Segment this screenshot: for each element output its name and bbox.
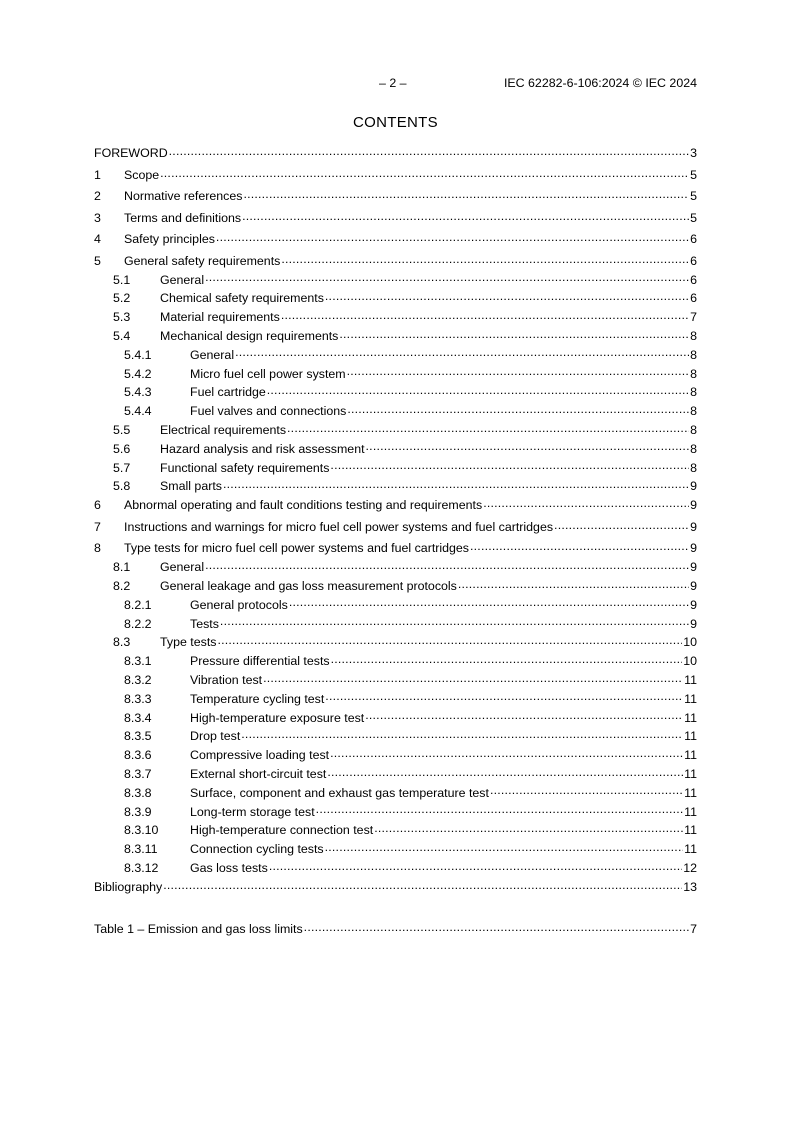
toc-entry-page: 9 xyxy=(690,519,697,534)
toc-entry-number: 8.3.3 xyxy=(124,691,152,706)
toc-entry-label: Long-term storage test xyxy=(190,804,315,819)
dot-leader xyxy=(267,384,689,396)
toc-entry-number: 5.6 xyxy=(113,441,131,456)
toc-entry-number: 8.3.1 xyxy=(124,654,152,669)
toc-entry-number: 8.3.5 xyxy=(124,729,152,744)
toc-entry-number: 8.3.7 xyxy=(124,767,152,782)
dot-leader xyxy=(374,822,683,834)
toc-entry-label: General xyxy=(190,347,235,362)
dot-leader xyxy=(325,290,689,302)
toc-entry-page: 8 xyxy=(690,460,697,475)
toc-entry-page: 13 xyxy=(683,880,697,894)
dot-leader xyxy=(316,803,683,815)
toc-entry-label: Connection cycling tests xyxy=(190,842,324,857)
toc-entry[interactable] xyxy=(94,540,697,558)
toc-entry-page: 5 xyxy=(690,210,697,225)
toc-entry-page: 8 xyxy=(690,423,697,438)
toc-entry[interactable] xyxy=(94,690,697,708)
toc-entry-number: 5.4.4 xyxy=(124,404,152,419)
toc-entry-page: 11 xyxy=(684,691,697,706)
toc-entry-number: 8.3.12 xyxy=(124,861,159,875)
dot-leader xyxy=(483,497,689,509)
toc-entry-number: 8.2.1 xyxy=(124,597,152,612)
toc-entry-label: Electrical requirements xyxy=(160,423,287,438)
toc-entry-page: 11 xyxy=(684,785,697,800)
toc-entry-page: 5 xyxy=(690,189,697,204)
dot-leader xyxy=(347,365,689,377)
toc-entry-label: FOREWORD xyxy=(94,146,168,161)
toc-entry[interactable] xyxy=(94,478,697,496)
toc-entry-page: 9 xyxy=(690,498,697,513)
toc-entry-number: 1 xyxy=(94,167,101,182)
toc-entry-page: 8 xyxy=(690,347,697,362)
toc-entry-number: 8.3.6 xyxy=(124,748,152,763)
dot-leader xyxy=(223,478,689,490)
toc-entry-number: 8.3.4 xyxy=(124,710,152,725)
toc-entry-page: 3 xyxy=(690,146,697,161)
dot-leader xyxy=(263,672,683,684)
dot-leader xyxy=(327,766,683,778)
toc-entry-label: Temperature cycling test xyxy=(190,691,325,706)
toc-entry-number: 5.4.2 xyxy=(124,366,152,381)
toc-entry-page: 8 xyxy=(690,404,697,419)
dot-leader xyxy=(458,578,689,590)
toc-entry-number: 5.4.3 xyxy=(124,385,152,400)
toc-entry-number: 5.3 xyxy=(113,310,131,325)
toc-entry-page: 11 xyxy=(684,842,697,857)
toc-entry-number: 5.8 xyxy=(113,479,131,494)
toc-entry-label: Scope xyxy=(124,167,160,182)
dot-leader xyxy=(216,231,689,243)
dot-leader xyxy=(330,459,689,471)
toc-entry-number: 5.2 xyxy=(113,291,131,306)
toc-entry[interactable] xyxy=(94,747,697,765)
list-of-tables-entry[interactable] xyxy=(94,921,697,939)
toc-entry-number: 3 xyxy=(94,210,101,225)
page-title: CONTENTS xyxy=(353,114,438,131)
dot-leader xyxy=(160,167,689,179)
toc-entry-number: 8.3.2 xyxy=(124,673,152,688)
toc-entry-page: 9 xyxy=(690,579,697,594)
dot-leader xyxy=(365,709,683,721)
toc-entry-label: General xyxy=(160,560,205,575)
toc-entry-page: 8 xyxy=(690,385,697,400)
toc-entry-label: Compressive loading test xyxy=(190,748,330,763)
toc-entry-label: Instructions and warnings for micro fuel cell power systems and fuel cartridges xyxy=(124,519,554,534)
toc-entry-label: Micro fuel cell power system xyxy=(190,366,346,381)
dot-leader xyxy=(330,747,683,759)
dot-leader xyxy=(205,271,689,283)
toc-entry[interactable] xyxy=(94,578,697,596)
table-entry-label: Table 1 – Emission and gas loss limits xyxy=(94,922,303,936)
toc-entry-page: 8 xyxy=(690,441,697,456)
toc-entry[interactable] xyxy=(94,822,697,840)
toc-entry-label: Normative references xyxy=(124,189,243,204)
toc-entry-label: Terms and definitions xyxy=(124,210,242,225)
toc-entry-number: 2 xyxy=(94,189,101,204)
dot-leader xyxy=(331,653,683,665)
toc-entry-page: 6 xyxy=(690,291,697,306)
toc-entry-label: Mechanical design requirements xyxy=(160,329,339,344)
dot-leader xyxy=(490,784,683,796)
toc-entry-page: 11 xyxy=(684,748,697,763)
toc-entry[interactable] xyxy=(94,403,697,421)
toc-entry-page: 9 xyxy=(690,541,697,556)
dot-leader xyxy=(269,860,682,872)
toc-entry-number: 5 xyxy=(94,253,101,268)
toc-entry-number: 5.7 xyxy=(113,460,131,475)
dot-leader xyxy=(554,519,689,531)
toc-entry[interactable] xyxy=(94,672,697,690)
dot-leader xyxy=(325,690,683,702)
toc-entry[interactable] xyxy=(94,728,697,746)
toc-entry-number: 8 xyxy=(94,541,101,556)
toc-entry-number: 8.3.11 xyxy=(124,842,158,857)
dot-leader xyxy=(287,422,689,434)
toc-entry[interactable] xyxy=(94,497,697,515)
toc-entry[interactable] xyxy=(94,653,697,671)
dot-leader xyxy=(470,540,689,552)
toc-entry[interactable] xyxy=(94,346,697,364)
toc-entry[interactable] xyxy=(94,188,697,206)
toc-entry-page: 12 xyxy=(683,861,697,875)
toc-entry-page: 10 xyxy=(683,635,697,650)
dot-leader xyxy=(243,188,689,200)
toc-entry-page: 9 xyxy=(690,616,697,631)
toc-entry[interactable] xyxy=(94,440,697,458)
dot-leader xyxy=(347,403,689,415)
toc-entry-page: 11 xyxy=(684,729,697,744)
toc-entry-number: 8.3.9 xyxy=(124,804,152,819)
dot-leader xyxy=(325,841,684,853)
toc-entry-number: 8.2 xyxy=(113,579,131,594)
toc-entry[interactable] xyxy=(94,210,697,228)
toc-entry[interactable] xyxy=(94,519,697,537)
toc-entry-label: Material requirements xyxy=(160,310,280,325)
toc-entry[interactable] xyxy=(94,803,697,821)
toc-entry-label: Gas loss tests xyxy=(190,861,268,875)
toc-entry-page: 9 xyxy=(690,597,697,612)
toc-entry[interactable] xyxy=(94,309,697,327)
toc-entry-label: General xyxy=(160,272,205,287)
table-entry-page: 7 xyxy=(690,922,697,936)
toc-entry[interactable] xyxy=(94,841,697,859)
toc-entry-page: 8 xyxy=(690,329,697,344)
toc-entry[interactable] xyxy=(94,290,697,308)
toc-entry-label: Type tests for micro fuel cell power systems and fuel cartridges xyxy=(124,541,470,556)
dot-leader xyxy=(220,615,689,627)
toc-entry-page: 5 xyxy=(690,167,697,182)
toc-entry[interactable] xyxy=(94,365,697,383)
dot-leader xyxy=(163,879,682,891)
toc-entry-label: Pressure differential tests xyxy=(190,654,330,669)
toc-entry-number: 8.2.2 xyxy=(124,616,152,631)
dot-leader xyxy=(304,921,689,933)
toc-entry[interactable] xyxy=(94,615,697,633)
toc-entry-page: 10 xyxy=(683,654,697,669)
page-header xyxy=(94,76,697,92)
toc-entry-page: 9 xyxy=(690,560,697,575)
toc-entry[interactable] xyxy=(94,559,697,577)
toc-entry-label: Drop test xyxy=(190,729,241,744)
toc-entry-label: Tests xyxy=(190,616,219,631)
toc-entry-number: 5.1 xyxy=(113,272,131,287)
toc-entry[interactable] xyxy=(94,784,697,802)
toc-entry-label: Safety principles xyxy=(124,232,215,247)
toc-entry-label: Surface, component and exhaust gas temperature test xyxy=(190,785,489,800)
toc-entry[interactable] xyxy=(94,459,697,477)
toc-entry-page: 6 xyxy=(690,272,697,287)
toc-entry[interactable] xyxy=(94,253,697,271)
section-spacer xyxy=(94,897,697,921)
toc-entry-label: Functional safety requirements xyxy=(160,460,330,475)
toc-entry-number: 5.4.1 xyxy=(124,347,152,362)
toc-entry[interactable] xyxy=(94,766,697,784)
dot-leader xyxy=(217,634,682,646)
toc-entry-number: 7 xyxy=(94,519,101,534)
toc-entry[interactable] xyxy=(94,231,697,249)
toc-entry-page: 11 xyxy=(684,673,697,688)
toc-entry[interactable] xyxy=(94,167,697,185)
toc-entry-label: Chemical safety requirements xyxy=(160,291,324,306)
page-number: – 2 – xyxy=(379,76,407,90)
toc-entry[interactable] xyxy=(94,860,697,878)
dot-leader xyxy=(339,328,689,340)
toc-entry-label: General leakage and gas loss measurement protocols xyxy=(160,579,457,594)
toc-entry-label: External short-circuit test xyxy=(190,767,327,782)
toc-entry-number: 4 xyxy=(94,232,101,247)
toc-entry-label: Abnormal operating and fault conditions testing and requirements xyxy=(124,498,483,513)
toc-entry-page: 11 xyxy=(684,767,697,782)
toc-entry-number: 8.3 xyxy=(113,635,131,650)
toc-entry-page: 11 xyxy=(684,823,697,838)
toc-entry[interactable] xyxy=(94,271,697,289)
toc-entry-number: 8.1 xyxy=(113,560,131,575)
toc-entry[interactable] xyxy=(94,596,697,614)
toc-entry-label: Small parts xyxy=(160,479,222,494)
toc-entry-page: 6 xyxy=(690,232,697,247)
dot-leader xyxy=(281,309,689,321)
dot-leader xyxy=(205,559,689,571)
toc-entry-number: 8.3.10 xyxy=(124,823,159,838)
toc-entry-number: 5.5 xyxy=(113,423,131,438)
toc-entry-label: Hazard analysis and risk assessment xyxy=(160,441,365,456)
toc-entry-page: 7 xyxy=(690,310,697,325)
dot-leader xyxy=(235,346,689,358)
toc-entry-page: 6 xyxy=(690,253,697,268)
toc-entry-page: 8 xyxy=(690,366,697,381)
toc-entry-label: General safety requirements xyxy=(124,253,281,268)
dot-leader xyxy=(289,596,689,608)
toc-entry-label: Type tests xyxy=(160,635,217,650)
toc-entry-label: Bibliography xyxy=(94,880,163,894)
table-of-contents xyxy=(94,145,697,939)
toc-entry-label: Fuel cartridge xyxy=(190,385,266,400)
toc-entry-page: 11 xyxy=(684,710,697,725)
toc-entry-label: Fuel valves and connections xyxy=(190,404,347,419)
toc-entry[interactable] xyxy=(94,145,697,163)
toc-entry[interactable] xyxy=(94,879,697,897)
toc-entry-number: 5.4 xyxy=(113,329,131,344)
dot-leader xyxy=(281,253,689,265)
toc-entry-page: 11 xyxy=(684,804,697,819)
dot-leader xyxy=(242,210,689,222)
toc-entry-label: High-temperature connection test xyxy=(190,823,374,838)
toc-entry-number: 6 xyxy=(94,498,101,513)
document-reference: IEC 62282-6-106:2024 © IEC 2024 xyxy=(503,76,697,90)
toc-entry-label: General protocols xyxy=(190,597,288,612)
toc-entry-number: 8.3.8 xyxy=(124,785,152,800)
toc-entry[interactable] xyxy=(94,384,697,402)
toc-entry-label: Vibration test xyxy=(190,673,263,688)
toc-entry[interactable] xyxy=(94,422,697,440)
toc-entry-page: 9 xyxy=(690,479,697,494)
toc-entry[interactable] xyxy=(94,328,697,346)
toc-entry[interactable] xyxy=(94,709,697,727)
dot-leader xyxy=(241,728,683,740)
toc-entry[interactable] xyxy=(94,634,697,652)
dot-leader xyxy=(366,440,690,452)
dot-leader xyxy=(169,145,689,157)
toc-entry-label: High-temperature exposure test xyxy=(190,710,365,725)
